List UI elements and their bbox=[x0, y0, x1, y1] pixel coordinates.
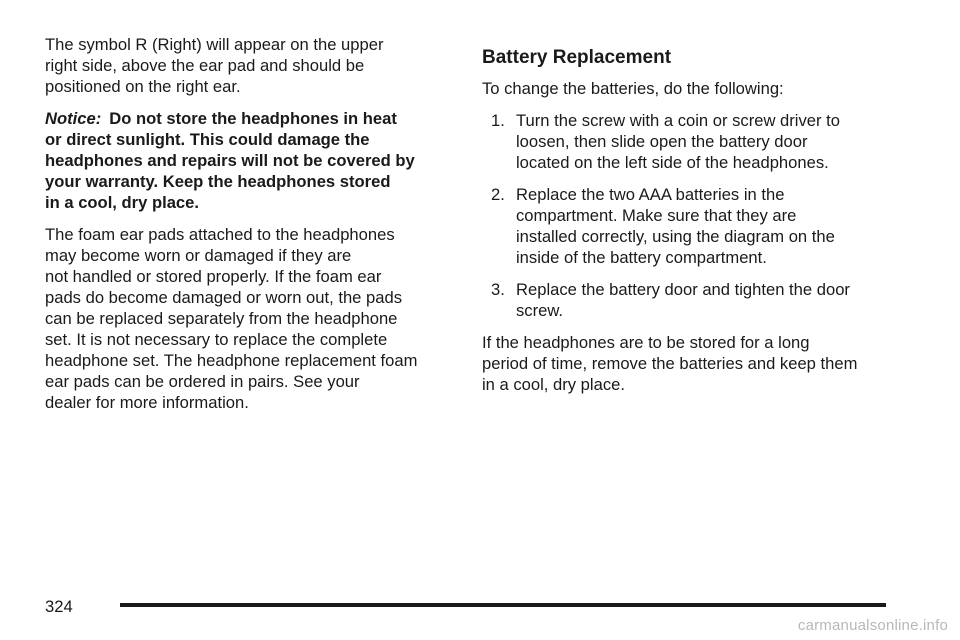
step-number: 3. bbox=[491, 280, 505, 299]
page-number: 324 bbox=[45, 597, 73, 616]
paragraph-foam-ear-pads: The foam ear pads attached to the headphones may become worn or damaged if they are not handled or stored properly. If the foam ear pads do become damaged or worn out, the pads can be replaced separately from the headphone set. It is not necessary to replace the complete headphone set. The headphone replacement foam ear pads can be ordered in pairs. See your dealer for more information. bbox=[45, 225, 418, 412]
notice-block bbox=[45, 108, 450, 213]
watermark-text: carmanualsonline.info bbox=[797, 617, 948, 634]
footer-divider bbox=[120, 603, 886, 607]
paragraph-symbol-right: The symbol R (Right) will appear on the upper right side, above the ear pad and should be positioned on the right ear. bbox=[45, 35, 384, 96]
step-text: Replace the battery door and tighten the door screw. bbox=[516, 280, 850, 320]
steps-list bbox=[482, 110, 912, 321]
paragraph-intro: To change the batteries, do the following: bbox=[482, 79, 784, 98]
step-text: Replace the two AAA batteries in the compartment. Make sure that they are installed correctly, using the diagram on the inside of the battery compartment. bbox=[516, 185, 835, 267]
step-text: Turn the screw with a coin or screw driver to loosen, then slide open the battery door located on the left side of the headphones. bbox=[516, 111, 840, 172]
paragraph-storage: If the headphones are to be stored for a long period of time, remove the batteries and keep them in a cool, dry place. bbox=[482, 333, 858, 394]
list-item bbox=[482, 184, 912, 268]
left-column bbox=[45, 34, 450, 424]
section-heading: Battery Replacement bbox=[482, 47, 672, 68]
right-column bbox=[482, 46, 912, 406]
step-number: 1. bbox=[491, 111, 505, 130]
notice-label: Notice: bbox=[45, 109, 102, 128]
list-item bbox=[482, 110, 912, 173]
list-item bbox=[482, 279, 912, 321]
step-number: 2. bbox=[491, 185, 505, 204]
notice-text: Do not store the headphones in heat or direct sunlight. This could damage the headphones and repairs will not be covered by your warranty. Keep the headphones stored in a cool, dry place. bbox=[45, 109, 415, 212]
